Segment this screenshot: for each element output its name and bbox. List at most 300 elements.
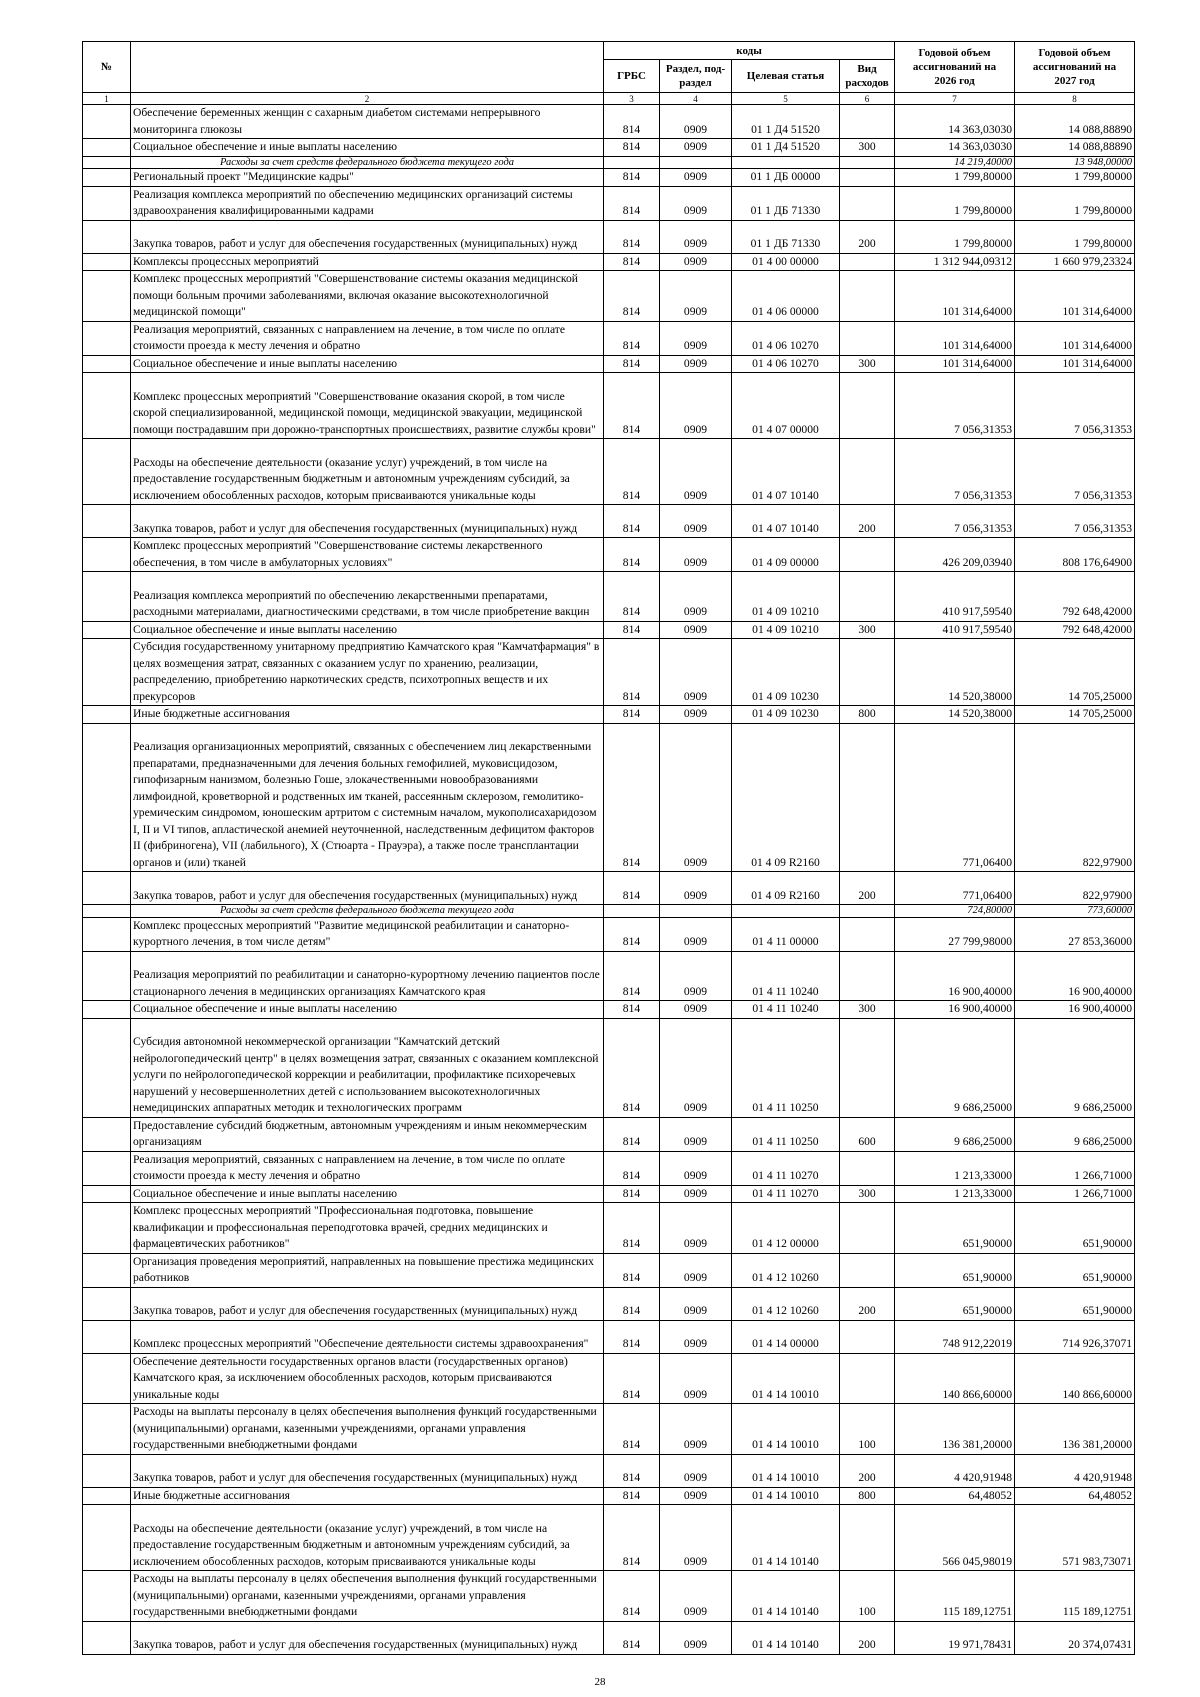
row-grbs-cell: 814 [604, 439, 660, 505]
row-2027-cell: 571 983,73071 [1015, 1505, 1135, 1571]
row-vid-cell [840, 572, 895, 622]
row-name-cell: Реализация комплекса мероприятий по обеспечению лекарственными препаратами, расходными материалами, диагностическими средствами, в том числе приобретение вакцин [131, 572, 604, 622]
table-row [83, 186, 1135, 220]
row-number-cell [83, 723, 131, 872]
table-row [83, 1353, 1135, 1404]
row-vid-cell [840, 723, 895, 872]
row-2027-cell: 27 853,36000 [1015, 917, 1135, 951]
row-razdel-cell: 0909 [660, 321, 732, 355]
row-2026-cell: 426 209,03940 [895, 538, 1015, 572]
row-number-cell [83, 220, 131, 253]
table-row [83, 1571, 1135, 1622]
row-vid-cell: 600 [840, 1117, 895, 1151]
row-vid-cell: 800 [840, 1487, 895, 1505]
header-grbs: ГРБС [604, 60, 660, 93]
table-row [83, 917, 1135, 951]
row-name-cell: Расходы на выплаты персоналу в целях обеспечения выполнения функций государственными (муниципальными) органами, казенными учреждениями, органами управления государственными внебюджетными фондами [131, 1404, 604, 1455]
table-row [83, 139, 1135, 157]
row-grbs-cell: 814 [604, 621, 660, 639]
row-grbs-cell: 814 [604, 872, 660, 905]
row-2026-cell: 1 213,33000 [895, 1151, 1015, 1185]
row-2027-cell: 1 266,71000 [1015, 1185, 1135, 1203]
row-name-cell: Социальное обеспечение и иные выплаты населению [131, 1185, 604, 1203]
row-grbs-cell: 814 [604, 1185, 660, 1203]
row-tselevaya-cell: 01 4 14 10010 [732, 1454, 840, 1487]
row-number-cell [83, 905, 131, 918]
row-2027-cell: 773,60000 [1015, 905, 1135, 918]
table-row [83, 373, 1135, 439]
table-row [83, 253, 1135, 271]
row-2026-cell: 1 799,80000 [895, 186, 1015, 220]
row-2026-cell: 651,90000 [895, 1287, 1015, 1320]
row-2027-cell: 1 799,80000 [1015, 220, 1135, 253]
table-row [83, 723, 1135, 872]
row-razdel-cell: 0909 [660, 253, 732, 271]
row-tselevaya-cell: 01 4 09 10230 [732, 639, 840, 706]
row-tselevaya-cell: 01 4 07 10140 [732, 439, 840, 505]
row-2026-cell: 16 900,40000 [895, 951, 1015, 1001]
row-razdel-cell: 0909 [660, 139, 732, 157]
row-number-cell [83, 139, 131, 157]
row-tselevaya-cell: 01 4 12 10260 [732, 1253, 840, 1287]
row-grbs-cell: 814 [604, 1320, 660, 1353]
header-razdel: Раздел, под- раздел [660, 60, 732, 93]
row-number-cell [83, 1287, 131, 1320]
row-tselevaya-cell: 01 1 ДБ 00000 [732, 169, 840, 187]
row-2026-cell: 14 520,38000 [895, 639, 1015, 706]
row-grbs-cell: 814 [604, 105, 660, 139]
row-tselevaya-cell: 01 4 09 10210 [732, 572, 840, 622]
row-2027-cell: 16 900,40000 [1015, 951, 1135, 1001]
header-number: № [83, 42, 131, 93]
col-number: 8 [1015, 93, 1135, 105]
row-vid-cell [840, 186, 895, 220]
row-razdel-cell: 0909 [660, 1151, 732, 1185]
table-row [83, 1621, 1135, 1654]
table-row [83, 538, 1135, 572]
row-2026-cell: 140 866,60000 [895, 1353, 1015, 1404]
header-codes: коды [604, 42, 895, 60]
row-number-cell [83, 1353, 131, 1404]
row-tselevaya-cell: 01 4 09 00000 [732, 538, 840, 572]
row-tselevaya-cell: 01 4 14 10010 [732, 1353, 840, 1404]
row-2027-cell: 16 900,40000 [1015, 1001, 1135, 1019]
row-name-cell: Закупка товаров, работ и услуг для обеспечения государственных (муниципальных) нужд [131, 872, 604, 905]
row-name-cell: Организация проведения мероприятий, направленных на повышение престижа медицинских работников [131, 1253, 604, 1287]
row-name-cell: Закупка товаров, работ и услуг для обеспечения государственных (муниципальных) нужд [131, 505, 604, 538]
row-vid-cell [840, 951, 895, 1001]
row-2026-cell: 101 314,64000 [895, 321, 1015, 355]
row-tselevaya-cell: 01 4 12 10260 [732, 1287, 840, 1320]
row-grbs-cell: 814 [604, 1353, 660, 1404]
row-number-cell [83, 1505, 131, 1571]
row-grbs-cell: 814 [604, 1203, 660, 1254]
row-name-cell: Закупка товаров, работ и услуг для обеспечения государственных (муниципальных) нужд [131, 1621, 604, 1654]
row-2027-cell: 14 088,88890 [1015, 139, 1135, 157]
row-2026-cell: 7 056,31353 [895, 439, 1015, 505]
row-grbs-cell: 814 [604, 1001, 660, 1019]
table-row [83, 639, 1135, 706]
row-razdel-cell: 0909 [660, 1203, 732, 1254]
row-vid-cell: 300 [840, 1185, 895, 1203]
row-vid-cell: 300 [840, 621, 895, 639]
col-number: 5 [732, 93, 840, 105]
row-number-cell [83, 872, 131, 905]
row-2026-cell: 16 900,40000 [895, 1001, 1015, 1019]
row-grbs-cell: 814 [604, 706, 660, 724]
row-2026-cell: 651,90000 [895, 1253, 1015, 1287]
row-2027-cell: 1 266,71000 [1015, 1151, 1135, 1185]
row-grbs-cell: 814 [604, 1287, 660, 1320]
row-2026-cell: 14 219,40000 [895, 156, 1015, 169]
row-2027-cell: 1 799,80000 [1015, 169, 1135, 187]
row-vid-cell [840, 253, 895, 271]
row-razdel-cell: 0909 [660, 186, 732, 220]
row-grbs-cell: 814 [604, 1151, 660, 1185]
row-name-cell: Закупка товаров, работ и услуг для обеспечения государственных (муниципальных) нужд [131, 220, 604, 253]
row-grbs-cell: 814 [604, 1621, 660, 1654]
row-grbs-cell: 814 [604, 220, 660, 253]
row-number-cell [83, 373, 131, 439]
table-row [83, 1320, 1135, 1353]
row-2027-cell: 714 926,37071 [1015, 1320, 1135, 1353]
row-number-cell [83, 505, 131, 538]
row-tselevaya-cell: 01 4 07 00000 [732, 373, 840, 439]
row-vid-cell: 200 [840, 872, 895, 905]
row-2027-cell: 808 176,64900 [1015, 538, 1135, 572]
row-vid-cell: 100 [840, 1571, 895, 1622]
row-name-cell: Комплекс процессных мероприятий "Совершенствование системы оказания медицинской помощи больным прочими заболеваниями, включая оказание высокотехнологичной медицинской помощи" [131, 271, 604, 322]
col-number: 3 [604, 93, 660, 105]
header-2026: Годовой объем ассигнований на 2026 год [895, 42, 1015, 93]
table-row [83, 355, 1135, 373]
row-razdel-cell: 0909 [660, 1571, 732, 1622]
row-razdel-cell: 0909 [660, 1621, 732, 1654]
row-vid-cell [840, 169, 895, 187]
row-2026-cell: 19 971,78431 [895, 1621, 1015, 1654]
table-row [83, 1404, 1135, 1455]
row-tselevaya-cell: 01 4 14 10010 [732, 1487, 840, 1505]
row-number-cell [83, 1151, 131, 1185]
row-razdel-cell: 0909 [660, 220, 732, 253]
row-vid-cell: 200 [840, 1621, 895, 1654]
row-name-cell: Обеспечение деятельности государственных органов власти (государственных органов) Камчатского края, за исключением обособленных расходов, которым присваиваются уникальные коды [131, 1353, 604, 1404]
row-razdel-cell: 0909 [660, 1505, 732, 1571]
row-razdel-cell: 0909 [660, 639, 732, 706]
row-2026-cell: 748 912,22019 [895, 1320, 1015, 1353]
row-name-cell: Социальное обеспечение и иные выплаты населению [131, 621, 604, 639]
row-grbs-cell: 814 [604, 572, 660, 622]
row-2027-cell: 9 686,25000 [1015, 1117, 1135, 1151]
row-name-cell: Региональный проект "Медицинские кадры" [131, 169, 604, 187]
table-row [83, 706, 1135, 724]
row-tselevaya-cell: 01 1 ДБ 71330 [732, 220, 840, 253]
row-name-cell: Комплексы процессных мероприятий [131, 253, 604, 271]
row-grbs-cell: 814 [604, 1253, 660, 1287]
row-2026-cell: 4 420,91948 [895, 1454, 1015, 1487]
row-name-cell: Реализация мероприятий, связанных с направлением на лечение, в том числе по оплате стоимости проезда к месту лечения и обратно [131, 1151, 604, 1185]
row-razdel-cell: 0909 [660, 706, 732, 724]
row-razdel-cell: 0909 [660, 1404, 732, 1455]
row-grbs-cell: 814 [604, 917, 660, 951]
row-grbs-cell: 814 [604, 186, 660, 220]
row-name-cell: Социальное обеспечение и иные выплаты населению [131, 355, 604, 373]
row-grbs-cell: 814 [604, 1404, 660, 1455]
row-vid-cell: 200 [840, 1454, 895, 1487]
row-razdel-cell: 0909 [660, 271, 732, 322]
col-number: 2 [131, 93, 604, 105]
row-name-cell: Предоставление субсидий бюджетным, автономным учреждениям и иным некоммерческим организациям [131, 1117, 604, 1151]
row-2026-cell: 410 917,59540 [895, 572, 1015, 622]
row-grbs-cell: 814 [604, 1454, 660, 1487]
row-number-cell [83, 1320, 131, 1353]
row-name-cell: Социальное обеспечение и иные выплаты населению [131, 139, 604, 157]
row-razdel-cell: 0909 [660, 1320, 732, 1353]
row-number-cell [83, 1404, 131, 1455]
row-grbs-cell: 814 [604, 538, 660, 572]
row-razdel-cell: 0909 [660, 1487, 732, 1505]
row-2027-cell: 13 948,00000 [1015, 156, 1135, 169]
row-2027-cell: 792 648,42000 [1015, 572, 1135, 622]
row-number-cell [83, 572, 131, 622]
table-row [83, 169, 1135, 187]
row-2027-cell: 822,97900 [1015, 723, 1135, 872]
row-name-cell: Субсидия автономной некоммерческой организации "Камчатский детский нейрологопедический центр" в целях возмещения затрат, связанных с оказанием комплексной услуги по нейрологопедической коррекции и реабилитации, профилактике психоречевых нарушений у несовершеннолетних детей с использованием высокотехнологичных немедицинских аппаратных методик и технологических программ [131, 1018, 604, 1117]
row-vid-cell: 200 [840, 220, 895, 253]
row-grbs-cell: 814 [604, 253, 660, 271]
row-number-cell [83, 105, 131, 139]
row-razdel-cell [660, 905, 732, 918]
row-name-cell: Комплекс процессных мероприятий "Развитие медицинской реабилитации и санаторно-курортного лечения, в том числе детям" [131, 917, 604, 951]
row-2026-cell: 410 917,59540 [895, 621, 1015, 639]
row-grbs-cell: 814 [604, 355, 660, 373]
row-name-cell: Реализация мероприятий, связанных с направлением на лечение, в том числе по оплате стоимости проезда к месту лечения и обратно [131, 321, 604, 355]
row-number-cell [83, 1487, 131, 1505]
table-row [83, 321, 1135, 355]
table-row [83, 951, 1135, 1001]
col-number: 4 [660, 93, 732, 105]
row-razdel-cell: 0909 [660, 439, 732, 505]
row-2026-cell: 566 045,98019 [895, 1505, 1015, 1571]
row-2027-cell: 14 088,88890 [1015, 105, 1135, 139]
row-grbs-cell [604, 156, 660, 169]
row-name-cell: Расходы за счет средств федерального бюджета текущего года [131, 905, 604, 918]
row-2026-cell: 651,90000 [895, 1203, 1015, 1254]
row-name-cell: Закупка товаров, работ и услуг для обеспечения государственных (муниципальных) нужд [131, 1454, 604, 1487]
row-number-cell [83, 1253, 131, 1287]
row-2027-cell: 651,90000 [1015, 1287, 1135, 1320]
col-number: 1 [83, 93, 131, 105]
row-razdel-cell: 0909 [660, 951, 732, 1001]
row-2026-cell: 14 363,03030 [895, 105, 1015, 139]
row-vid-cell: 300 [840, 1001, 895, 1019]
table-row [83, 1018, 1135, 1117]
row-vid-cell [840, 105, 895, 139]
row-name-cell: Комплекс процессных мероприятий "Профессиональная подготовка, повышение квалификации и профессиональная переподготовка врачей, средних медицинских и фармацевтических работников" [131, 1203, 604, 1254]
row-2027-cell: 64,48052 [1015, 1487, 1135, 1505]
row-number-cell [83, 186, 131, 220]
row-tselevaya-cell: 01 1 Д4 51520 [732, 105, 840, 139]
row-number-cell [83, 538, 131, 572]
row-tselevaya-cell: 01 4 14 00000 [732, 1320, 840, 1353]
row-razdel-cell: 0909 [660, 1287, 732, 1320]
federal-budget-row [83, 156, 1135, 169]
row-number-cell [83, 253, 131, 271]
row-razdel-cell: 0909 [660, 1454, 732, 1487]
col-number: 6 [840, 93, 895, 105]
row-2027-cell: 4 420,91948 [1015, 1454, 1135, 1487]
page-number: 28 [594, 1676, 606, 1688]
row-razdel-cell: 0909 [660, 538, 732, 572]
table-body [83, 105, 1135, 1655]
row-number-cell [83, 1117, 131, 1151]
row-grbs-cell: 814 [604, 139, 660, 157]
row-tselevaya-cell: 01 4 00 00000 [732, 253, 840, 271]
row-vid-cell: 200 [840, 505, 895, 538]
row-vid-cell: 800 [840, 706, 895, 724]
row-vid-cell [840, 1203, 895, 1254]
row-2027-cell: 101 314,64000 [1015, 321, 1135, 355]
row-tselevaya-cell: 01 4 06 10270 [732, 321, 840, 355]
row-2026-cell: 115 189,12751 [895, 1571, 1015, 1622]
row-tselevaya-cell: 01 4 09 10230 [732, 706, 840, 724]
row-tselevaya-cell: 01 4 14 10140 [732, 1571, 840, 1622]
row-grbs-cell: 814 [604, 321, 660, 355]
header-tselevaya: Целевая статья [732, 60, 840, 93]
row-razdel-cell: 0909 [660, 723, 732, 872]
table-row [83, 872, 1135, 905]
row-vid-cell [840, 321, 895, 355]
row-number-cell [83, 1454, 131, 1487]
header-2027: Годовой объем ассигнований на 2027 год [1015, 42, 1135, 93]
row-2027-cell: 822,97900 [1015, 872, 1135, 905]
row-2027-cell: 1 660 979,23324 [1015, 253, 1135, 271]
row-tselevaya-cell: 01 4 11 00000 [732, 917, 840, 951]
table-row [83, 1151, 1135, 1185]
row-2027-cell: 115 189,12751 [1015, 1571, 1135, 1622]
row-tselevaya-cell: 01 4 11 10270 [732, 1185, 840, 1203]
row-number-cell [83, 169, 131, 187]
row-tselevaya-cell: 01 4 11 10250 [732, 1117, 840, 1151]
row-vid-cell [840, 439, 895, 505]
row-razdel-cell: 0909 [660, 621, 732, 639]
row-number-cell [83, 951, 131, 1001]
row-2027-cell: 9 686,25000 [1015, 1018, 1135, 1117]
row-name-cell: Иные бюджетные ассигнования [131, 706, 604, 724]
table-row [83, 439, 1135, 505]
row-razdel-cell: 0909 [660, 1353, 732, 1404]
row-vid-cell [840, 1018, 895, 1117]
row-number-cell [83, 156, 131, 169]
row-name-cell: Расходы за счет средств федерального бюджета текущего года [131, 156, 604, 169]
row-tselevaya-cell: 01 4 07 10140 [732, 505, 840, 538]
row-tselevaya-cell: 01 4 14 10140 [732, 1505, 840, 1571]
row-2026-cell: 14 363,03030 [895, 139, 1015, 157]
row-number-cell [83, 917, 131, 951]
row-name-cell: Реализация организационных мероприятий, связанных с обеспечением лиц лекарственными препаратами, предназначенными для лечения больных гемофилией, муковисцидозом, гипофизарным нанизмом, болезнью Гоше, злокачественными новообразованиями лимфоидной, кроветворной и родственных им тканей, рассеянным склерозом, гемолитико-уремическим синдромом, юношеским артритом с системным началом, мукополисахаридозом I, II и VI типов, апластической анемией неуточненной, наследственным дефицитом факторов II (фибриногена), VII (лабильного), X (Стюарта - Прауэра), а также после трансплантации органов и (или) тканей [131, 723, 604, 872]
row-name-cell: Иные бюджетные ассигнования [131, 1487, 604, 1505]
row-vid-cell: 300 [840, 355, 895, 373]
row-2026-cell: 771,06400 [895, 723, 1015, 872]
row-2027-cell: 7 056,31353 [1015, 439, 1135, 505]
row-name-cell: Комплекс процессных мероприятий "Совершенствование системы лекарственного обеспечения, в том числе в амбулаторных условиях" [131, 538, 604, 572]
row-2027-cell: 7 056,31353 [1015, 373, 1135, 439]
table-row [83, 572, 1135, 622]
table-row [83, 105, 1135, 139]
row-2026-cell: 101 314,64000 [895, 271, 1015, 322]
row-razdel-cell: 0909 [660, 1185, 732, 1203]
row-number-cell [83, 1621, 131, 1654]
row-razdel-cell: 0909 [660, 1001, 732, 1019]
row-tselevaya-cell: 01 4 12 00000 [732, 1203, 840, 1254]
row-2026-cell: 9 686,25000 [895, 1117, 1015, 1151]
row-2026-cell: 1 312 944,09312 [895, 253, 1015, 271]
table-row [83, 1001, 1135, 1019]
row-number-cell [83, 639, 131, 706]
row-2027-cell: 14 705,25000 [1015, 639, 1135, 706]
row-razdel-cell: 0909 [660, 572, 732, 622]
row-name-cell: Реализация комплекса мероприятий по обеспечению медицинских организаций системы здравоохранения квалифицированными кадрами [131, 186, 604, 220]
federal-budget-row [83, 905, 1135, 918]
row-2026-cell: 27 799,98000 [895, 917, 1015, 951]
row-number-cell [83, 271, 131, 322]
row-vid-cell: 300 [840, 139, 895, 157]
row-name-cell: Комплекс процессных мероприятий "Совершенствование оказания скорой, в том числе скорой специализированной, медицинской помощи, медицинской эвакуации, медицинской помощи пострадавшим при дорожно-транспортных происшествиях, развитие службы крови" [131, 373, 604, 439]
row-razdel-cell: 0909 [660, 105, 732, 139]
row-name-cell: Социальное обеспечение и иные выплаты населению [131, 1001, 604, 1019]
table-row [83, 621, 1135, 639]
row-vid-cell [840, 917, 895, 951]
row-2026-cell: 101 314,64000 [895, 355, 1015, 373]
budget-table-sheet [82, 41, 1134, 1655]
row-2026-cell: 1 799,80000 [895, 220, 1015, 253]
table-row [83, 1185, 1135, 1203]
row-vid-cell [840, 1353, 895, 1404]
table-row [83, 1487, 1135, 1505]
row-number-cell [83, 1571, 131, 1622]
row-2027-cell: 651,90000 [1015, 1253, 1135, 1287]
row-2027-cell: 792 648,42000 [1015, 621, 1135, 639]
row-2027-cell: 136 381,20000 [1015, 1404, 1135, 1455]
row-razdel-cell: 0909 [660, 169, 732, 187]
row-2026-cell: 14 520,38000 [895, 706, 1015, 724]
row-tselevaya-cell: 01 4 11 10250 [732, 1018, 840, 1117]
table-row [83, 1505, 1135, 1571]
table-row [83, 220, 1135, 253]
row-tselevaya-cell: 01 4 09 R2160 [732, 872, 840, 905]
row-tselevaya-cell: 01 1 ДБ 71330 [732, 186, 840, 220]
row-tselevaya-cell: 01 4 06 00000 [732, 271, 840, 322]
row-grbs-cell: 814 [604, 1487, 660, 1505]
row-name-cell: Субсидия государственному унитарному предприятию Камчатского края "Камчатфармация" в целях возмещения затрат, связанных с оказанием услуг по хранению, реализации, распределению, приобретению наркотических средств, психотропных веществ и их прекурсоров [131, 639, 604, 706]
header-vid: Вид расходов [840, 60, 895, 93]
row-vid-cell: 200 [840, 1287, 895, 1320]
row-tselevaya-cell: 01 4 09 R2160 [732, 723, 840, 872]
row-vid-cell [840, 538, 895, 572]
row-2027-cell: 651,90000 [1015, 1203, 1135, 1254]
row-grbs-cell: 814 [604, 505, 660, 538]
row-2026-cell: 1 799,80000 [895, 169, 1015, 187]
row-tselevaya-cell: 01 4 06 10270 [732, 355, 840, 373]
row-grbs-cell: 814 [604, 639, 660, 706]
row-tselevaya-cell: 01 4 14 10010 [732, 1404, 840, 1455]
row-number-cell [83, 706, 131, 724]
row-razdel-cell: 0909 [660, 872, 732, 905]
row-name-cell: Комплекс процессных мероприятий "Обеспечение деятельности системы здравоохранения" [131, 1320, 604, 1353]
row-razdel-cell: 0909 [660, 1253, 732, 1287]
row-number-cell [83, 321, 131, 355]
row-2026-cell: 7 056,31353 [895, 505, 1015, 538]
